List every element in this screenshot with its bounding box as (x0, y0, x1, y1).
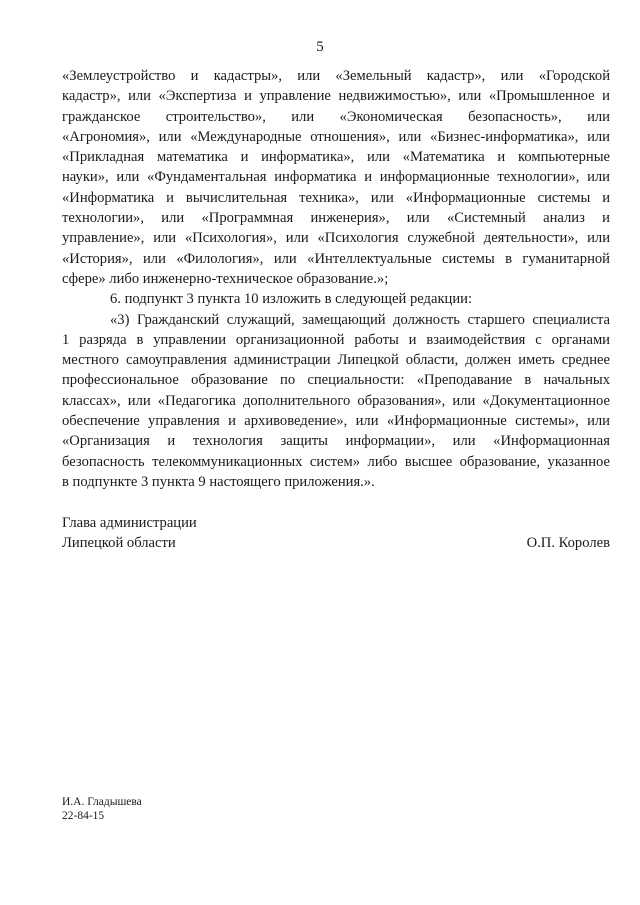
text-line: технологии», или «Программная инженерия», или «Системный анализ и (62, 210, 610, 227)
text-line: «История», или «Филология», или «Интеллектуальные системы в гуманитарной (62, 250, 610, 267)
signature-block (62, 513, 610, 553)
executor-phone: 22-84-15 (62, 810, 105, 822)
executor-block (62, 795, 142, 823)
text-line: управление», или «Психология», или «Психология служебной деятельности», или (62, 230, 610, 247)
signatory-region: Липецкой области (62, 535, 176, 551)
executor-name: И.А. Гладышева (62, 796, 142, 808)
text-line: «Организация и технология защиты информации», или «Информационная (62, 433, 610, 450)
text-line: местного самоуправления администрации Липецкой области, должен иметь среднее (62, 352, 610, 369)
text-line: кадастр», или «Экспертиза и управление недвижимостью», или «Промышленное и (62, 88, 610, 105)
text-line: сфере» либо инженерно-техническое образование.»; (62, 270, 389, 287)
text-line: классах», или «Педагогика дополнительного образования», или «Документационное (62, 392, 610, 409)
text-line: в подпункте 3 пункта 9 настоящего приложения.». (62, 473, 375, 490)
text-line: профессиональное образование по специальности: «Преподавание в начальных (62, 372, 610, 389)
page-number: 5 (316, 39, 324, 55)
document-body (62, 66, 610, 492)
text-line: «Прикладная математика и информатика», или «Математика и компьютерные (62, 149, 610, 166)
text-line: 1 разряда в управлении организационной работы и взаимодействия с органами (62, 331, 610, 348)
text-line: «Землеустройство и кадастры», или «Земельный кадастр», или «Городской (62, 68, 610, 84)
text-line: «3) Гражданский служащий, замещающий должность старшего специалиста (110, 311, 610, 328)
text-line: «Агрономия», или «Международные отношения», или «Бизнес-информатика», или (62, 128, 610, 145)
text-line: «Информатика и вычислительная техника», или «Информационные системы и (62, 189, 610, 206)
text-line: обеспечение управления и архивоведение», или «Информационные системы», или (62, 413, 610, 430)
signatory-position: Глава администрации (62, 515, 197, 531)
text-line: безопасность телекоммуникационных систем» либо высшее образование, указанное (62, 453, 610, 470)
text-line: 6. подпункт 3 пункта 10 изложить в следующей редакции: (110, 291, 473, 308)
text-line: гражданское строительство», или «Экономическая безопасность», или (62, 108, 610, 125)
signatory-name: О.П. Королев (526, 535, 610, 551)
text-line: науки», или «Фундаментальная информатика и информационные технологии», или (62, 169, 610, 186)
